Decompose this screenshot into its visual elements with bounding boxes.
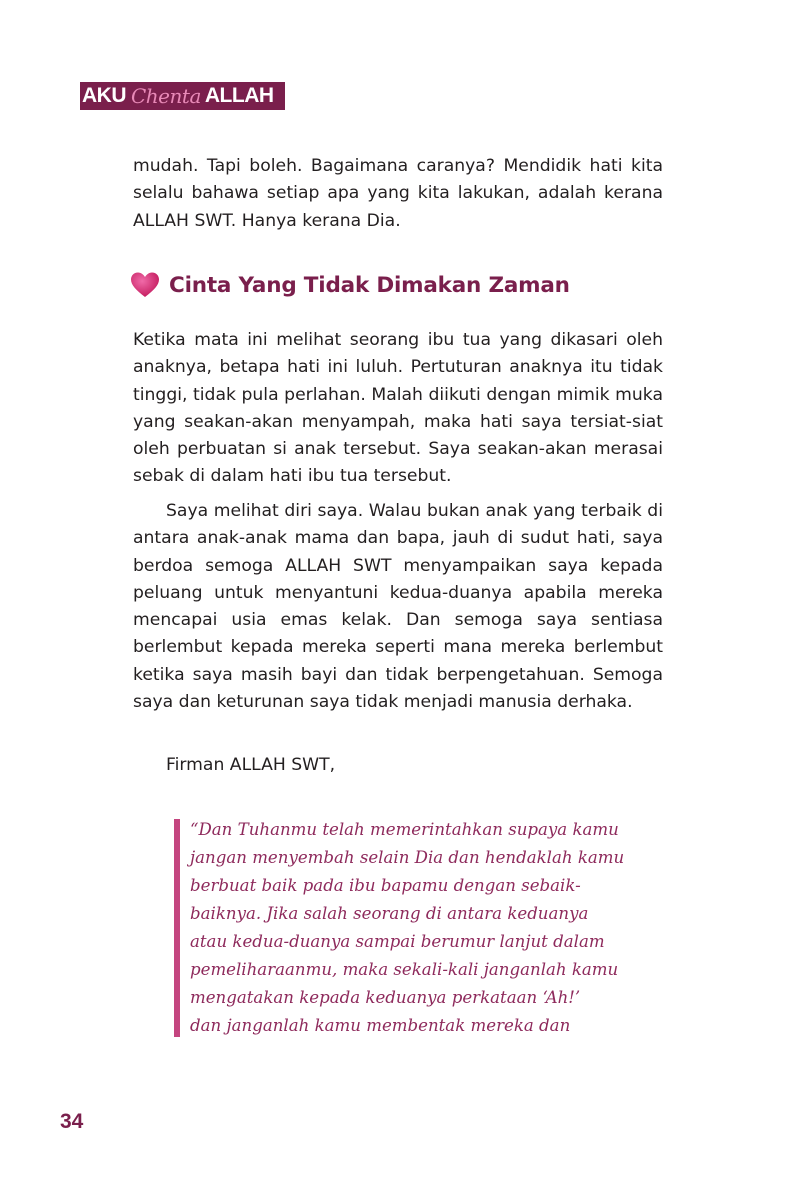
quote-line: pemeliharaanmu, maka sekali-kali janganlah kamu [190, 960, 619, 979]
paragraph-3: Saya melihat diri saya. Walau bukan anak yang terbaik di antara anak-anak mama dan bapa, jauh di sudut hati, saya berdoa semoga ALLAH SWT menyampaikan saya kepada peluang untuk menyantuni kedua-duanya apabila mereka mencapai usia emas kelak. Dan semoga saya sentiasa berlembut kepada mereka seperti mana mereka berlembut ketika saya masih bayi dan tidak berpengetahuan. Semoga saya dan keturunan saya tidak menjadi manusia derhaka. [133, 501, 663, 713]
quote-line: mengatakan kepada keduanya perkataan ‘Ah!’ [190, 988, 581, 1007]
paragraph-4: Firman ALLAH SWT, [166, 755, 336, 775]
section-heading-text: Cinta Yang Tidak Dimakan Zaman [169, 272, 570, 298]
quote-line: baiknya. Jika salah seorang di antara keduanya [190, 904, 589, 923]
header-word-chenta: Chenta [131, 84, 201, 108]
header-word-allah: ALLAH [204, 84, 274, 107]
quote-line: atau kedua-duanya sampai berumur lanjut dalam [190, 932, 605, 951]
header-word-aku: AKU [82, 84, 126, 107]
quote-line: “Dan Tuhanmu telah memerintahkan supaya kamu [190, 820, 619, 839]
page-number: 34 [60, 1110, 84, 1133]
quote-bar [174, 819, 180, 1037]
paragraph-1: mudah. Tapi boleh. Bagaimana caranya? Mendidik hati kita selalu bahawa setiap apa yang kita lakukan, adalah kerana ALLAH SWT. Hanya kerana Dia. [133, 156, 663, 231]
quote-line: berbuat baik pada ibu bapamu dengan sebaik- [190, 876, 581, 895]
quote-line: dan janganlah kamu membentak mereka dan [190, 1016, 571, 1035]
paragraph-2: Ketika mata ini melihat seorang ibu tua yang dikasari oleh anaknya, betapa hati ini luluh. Pertuturan anaknya itu tidak tinggi, tidak pula perlahan. Malah diikuti dengan mimik muka yang seakan-akan menyampah, maka hati saya tersiat-siat oleh perbuatan si anak tersebut. Saya seakan-akan merasai sebak di dalam hati ibu tua tersebut. [133, 330, 663, 487]
section-heading [130, 271, 570, 299]
heart-icon [130, 271, 160, 299]
quote-line: jangan menyembah selain Dia dan hendaklah kamu [190, 848, 625, 867]
quote-block [190, 816, 630, 1040]
running-header [80, 82, 285, 110]
